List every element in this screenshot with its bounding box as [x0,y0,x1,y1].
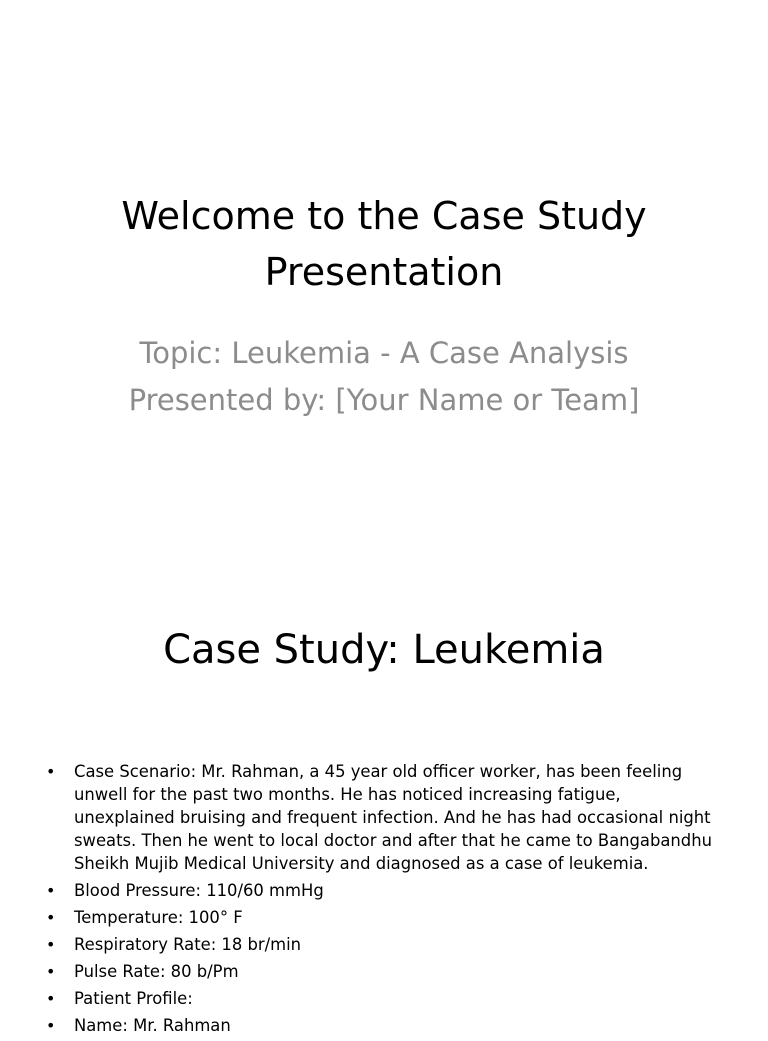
bullet-text: Case Scenario: Mr. Rahman, a 45 year old officer worker, has been feeling unwell for the past two months. He has noticed increasing fatigue, unexplained bruising and frequent infection. And he has had occasional night sweats. Then he went to local doctor and after that he came to Bangabandhu Sheikh Mujib Medical University and diagnosed as a case of leukemia. [74,762,712,873]
bullet-icon: • [46,1016,56,1035]
bullet-text: Pulse Rate: 80 b/Pm [74,962,239,981]
bullet-list [46,760,716,1041]
bullet-icon: • [46,935,56,954]
bullet-text: Name: Mr. Rahman [74,1016,231,1035]
bullet-text: Respiratory Rate: 18 br/min [74,935,302,954]
bullet-item [46,1014,716,1037]
slide-title-line-1: Welcome to the Case Study [121,194,647,238]
bullet-item [46,760,716,875]
case-study-slide [0,576,768,1035]
bullet-item [46,987,716,1010]
subtitle-topic: Topic: Leukemia - A Case Analysis [139,336,629,370]
subtitle-presenter: Presented by: [Your Name or Team] [128,383,640,417]
slide-subtitle [60,330,708,424]
bullet-icon: • [46,962,56,981]
slide-title [60,188,708,300]
bullet-text: Patient Profile: [74,989,193,1008]
bullet-item [46,960,716,983]
bullet-item [46,906,716,929]
bullet-text: Blood Pressure: 110/60 mmHg [74,881,324,900]
bullet-text: Temperature: 100° F [74,908,243,927]
bullet-icon: • [46,881,56,900]
slide-title: Case Study: Leukemia [163,627,605,673]
bullet-icon: • [46,989,56,1008]
bullet-item [46,933,716,956]
bullet-item [46,879,716,902]
bullet-icon: • [46,908,56,927]
bullet-icon: • [46,762,56,781]
slide-title-line-2: Presentation [264,250,504,294]
